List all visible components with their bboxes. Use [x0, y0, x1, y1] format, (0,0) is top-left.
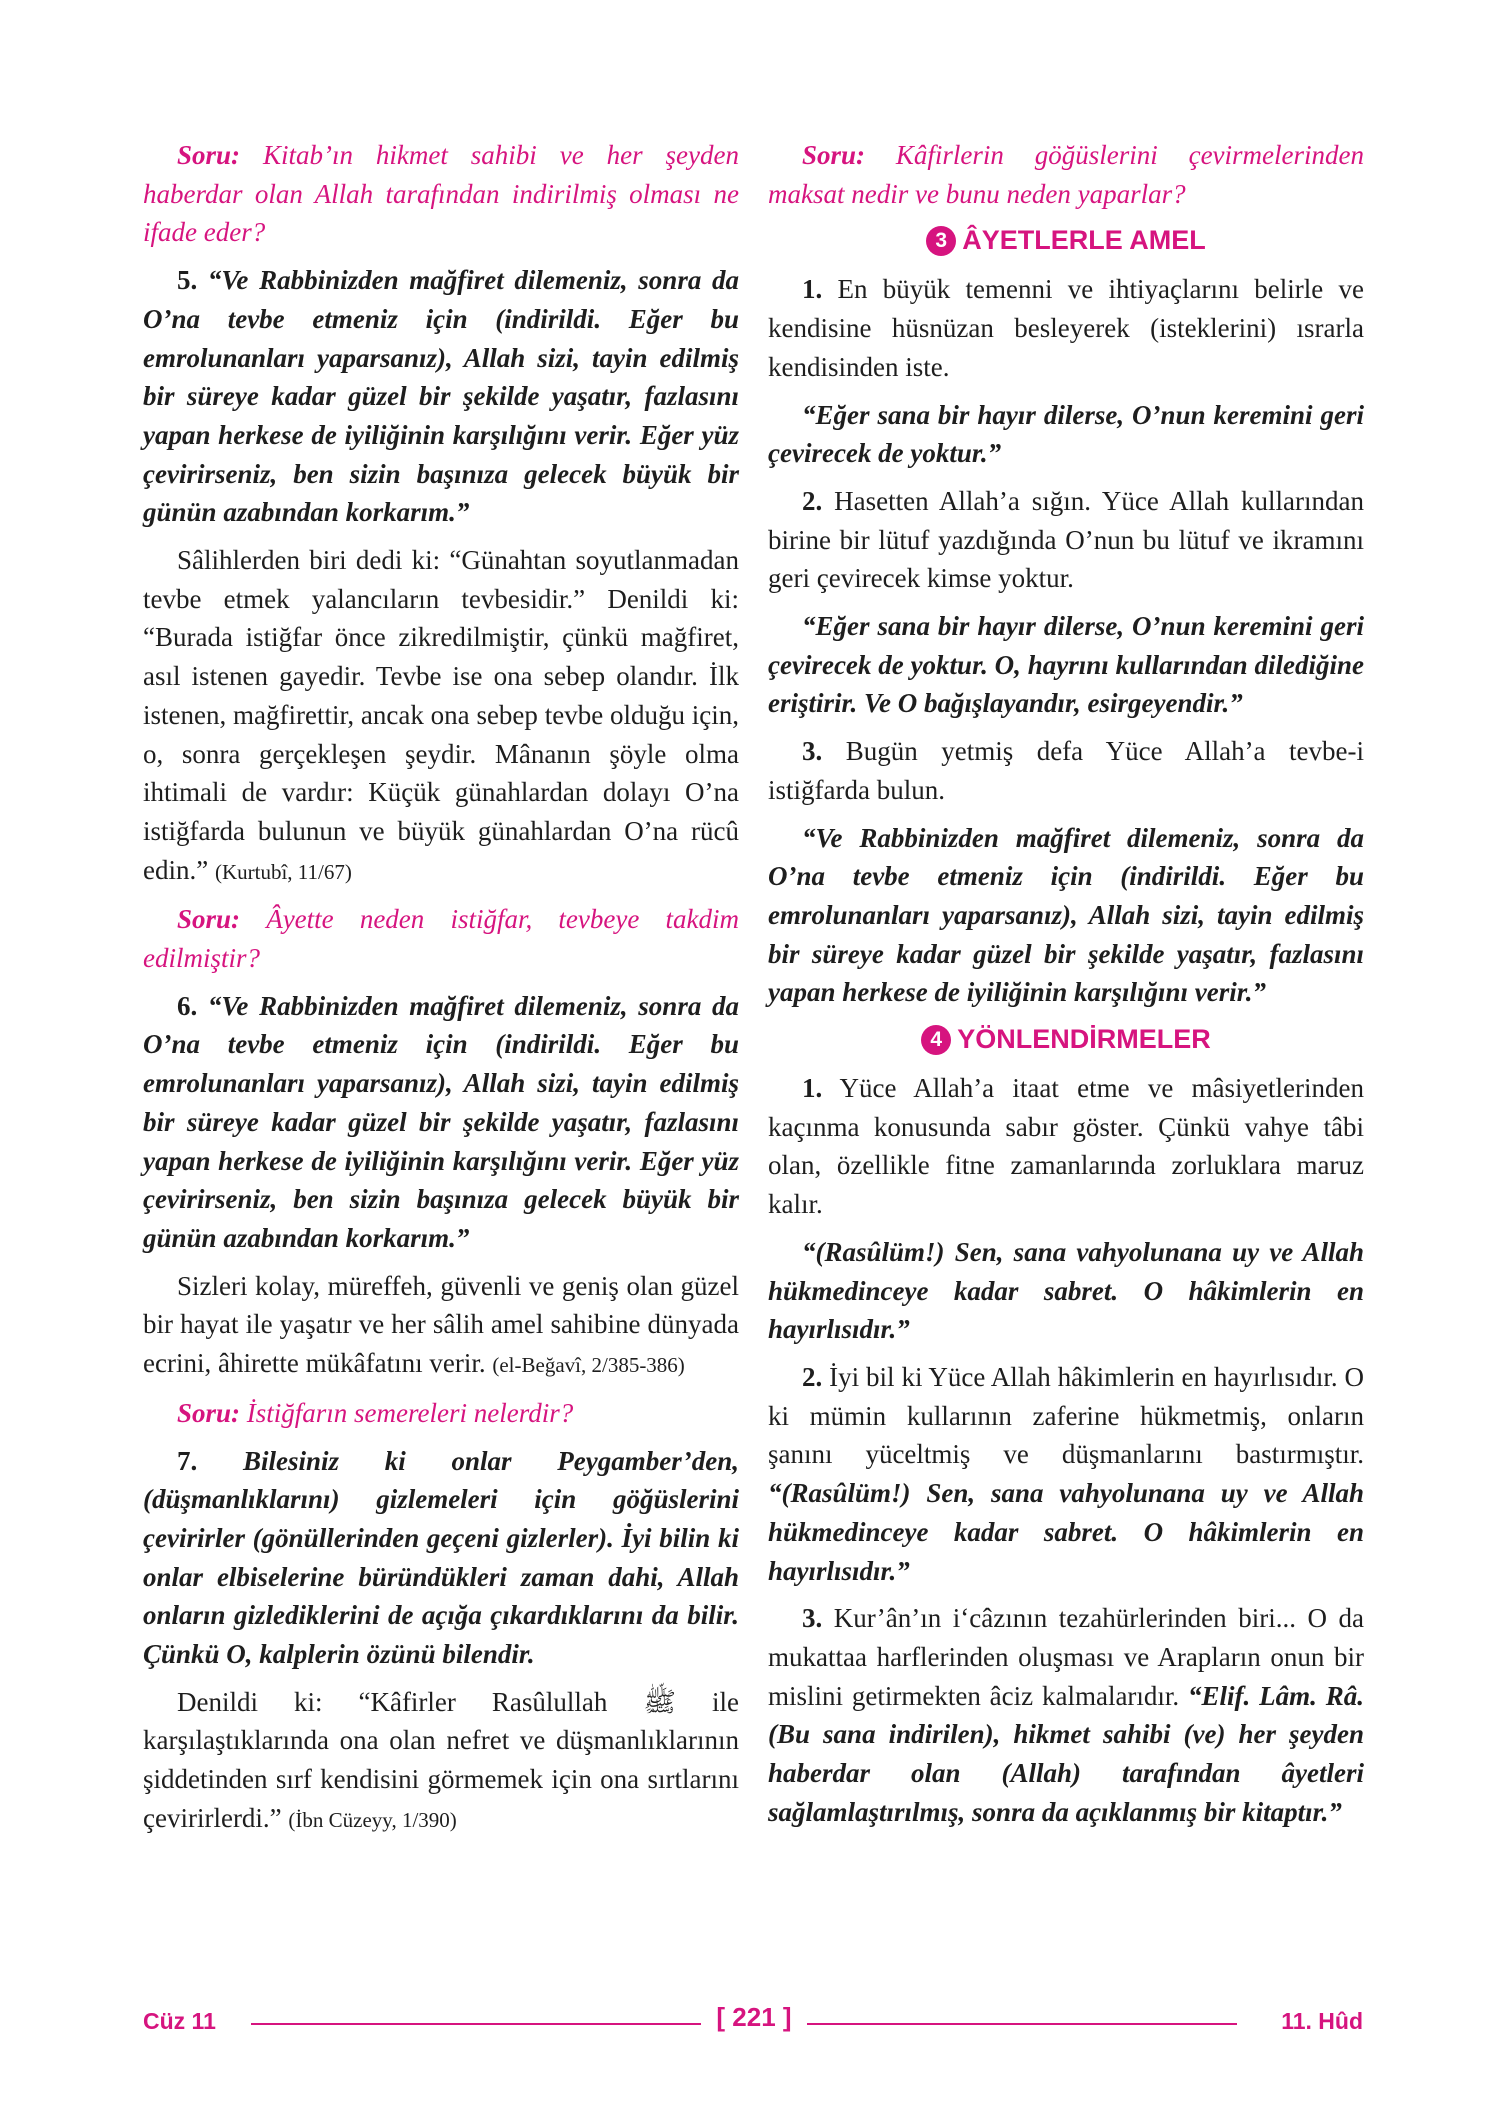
verse-number: 5. — [177, 265, 198, 296]
section-title: ÂYETLERLE AMEL — [962, 225, 1206, 256]
left-column — [143, 136, 739, 1849]
question-text: Kitab’ın hikmet sahibi ve her şeyden haberdar olan Allah tarafından indirilmiş olması ne ifade eder? — [143, 140, 739, 248]
verse-text: Bilesiniz ki onlar Peygamber’den, (düşmanlıklarını) gizlemeleri için göğüslerini çevirirler (gönüllerinden geçeni gizlerler). İyi bilin ki onlar elbiselerine büründükleri zaman dahi, Allah onların gizlediklerini de açığa çıkardıklarını da bilir. Çünkü O, kalplerin özünü bilendir. — [143, 1445, 739, 1670]
footer-rule-right — [807, 2023, 1237, 2025]
section-heading-ayetlerle-amel — [768, 222, 1364, 258]
item-number: 2. — [802, 1361, 823, 1392]
question-label: Soru: — [177, 140, 241, 170]
item-text: Hasetten Allah’a sığın. Yüce Allah kullarından birine bir lütuf yazdığında O’nun bu lütuf ve ikramını geri çevirecek kimse yoktur. — [768, 485, 1364, 594]
question-text: Kâfirlerin göğüslerini çevirmelerinden maksat nedir ve bunu neden yaparlar? — [768, 140, 1364, 209]
item-quote: “(Rasûlüm!) Sen, sana vahyolunana uy ve Allah hükmedinceye kadar sabret. O hâkimlerin en hayırlısıdır.” — [768, 1478, 1364, 1586]
question-2 — [143, 900, 739, 977]
section-title: YÖNLENDİRMELER — [957, 1024, 1211, 1055]
item-number: 2. — [802, 485, 823, 516]
question-label: Soru: — [802, 140, 866, 170]
item-number: 1. — [802, 1073, 823, 1104]
section-number-badge: 4 — [921, 1025, 951, 1055]
verse-7 — [143, 1442, 739, 1674]
guidance-item-3 — [768, 1599, 1364, 1831]
source-reference: (İbn Cüzeyy, 1/390) — [288, 1807, 457, 1832]
item-text: En büyük temenni ve ihtiyaçlarını belirle ve kendisine hüsnüzan besleyerek (isteklerini) ısrarla kendisinden iste. — [768, 274, 1364, 382]
commentary-1 — [143, 541, 739, 891]
amel-quote-3: “Ve Rabbinizden mağfiret dilemeniz, sonra da O’na tevbe etmeniz için (indirildi. Eğer bu emrolunanları yaparsanız), Allah sizi, tayin edilmiş bir süreye kadar güzel bir şekilde yaşatır, fazlasını yapan herkese de iyiliğinin karşılığını verir.” — [768, 822, 1364, 1008]
verse-number: 7. — [177, 1445, 198, 1476]
question-text: İstiğfarın semereleri nelerdir? — [240, 1397, 574, 1428]
guidance-item-2 — [768, 1358, 1364, 1590]
page-number: [ 221 ] — [716, 2002, 792, 2032]
question-1 — [143, 136, 739, 252]
commentary-text: Denildi ki: “Kâfirler Rasûlullah ﷺ ile karşılaştıklarında ona olan nefret ve düşmanlıklarının şiddetinden sırf kendisini görmemek için ona sırtlarını çevirirlerdi.” — [143, 1686, 739, 1833]
verse-number: 6. — [177, 990, 198, 1021]
verse-text: “Ve Rabbinizden mağfiret dilemeniz, sonra da O’na tevbe etmeniz için (indirildi. Eğer bu emrolunanları yaparsanız), Allah sizi, tayin edilmiş bir süreye kadar güzel bir şekilde yaşatır, fazlasını yapan herkese de iyiliğinin karşılığını verir. Eğer yüz çevirirseniz, ben sizin başınıza gelecek büyük bir günün azabından korkarım.” — [143, 265, 739, 528]
verse-text: “Ve Rabbinizden mağfiret dilemeniz, sonra da O’na tevbe etmeniz için (indirildi. Eğer bu emrolunanları yaparsanız), Allah sizi, tayin edilmiş bir süreye kadar güzel bir şekilde yaşatır, fazlasını yapan herkese de iyiliğinin karşılığını verir. Eğer yüz çevirirseniz, ben sizin başınıza gelecek büyük bir günün azabından korkarım.” — [143, 990, 739, 1253]
verse-6 — [143, 987, 739, 1258]
section-number-badge: 3 — [926, 226, 956, 256]
page-footer — [143, 2002, 1363, 2042]
item-number: 1. — [802, 274, 823, 305]
amel-item-3 — [768, 732, 1364, 809]
question-label: Soru: — [177, 904, 241, 935]
item-text: Yüce Allah’a itaat etme ve mâsiyetlerinden kaçınma konusunda sabır göster. Çünkü vahye tâbi olan, özellikle fitne zamanlarında zorluklara maruz kalır. — [768, 1073, 1364, 1220]
amel-quote-2: “Eğer sana bir hayır dilerse, O’nun keremini geri çevirecek de yoktur. O, hayrını kullarından dilediğine eriştirir. Ve O bağışlayandır, esirgeyendir.” — [768, 611, 1364, 719]
source-reference: (el-Beğavî, 2/385-386) — [492, 1353, 685, 1378]
item-text: İyi bil ki Yüce Allah hâkimlerin en hayırlısıdır. O ki mümin kullarının zaferine hükmetmiş, onların şanını yüceltmiş ve düşmanlarını bastırmıştır. — [768, 1361, 1364, 1470]
question-3 — [143, 1394, 739, 1433]
footer-rule-left — [251, 2023, 701, 2025]
surah-label: 11. Hûd — [1281, 2008, 1363, 2034]
commentary-2 — [143, 1267, 739, 1385]
amel-item-2 — [768, 482, 1364, 598]
commentary-3 — [143, 1683, 739, 1840]
juz-label: Cüz 11 — [143, 2008, 216, 2034]
amel-item-1 — [768, 270, 1364, 386]
item-text: Bugün yetmiş defa Yüce Allah’a tevbe-i istiğfarda bulun. — [768, 736, 1364, 805]
guidance-quote-1: “(Rasûlüm!) Sen, sana vahyolunana uy ve Allah hükmedinceye kadar sabret. O hâkimlerin en hayırlısıdır.” — [768, 1236, 1364, 1345]
amel-quote-1: “Eğer sana bir hayır dilerse, O’nun keremini geri çevirecek de yoktur.” — [768, 399, 1364, 469]
item-text: Kur’ân’ın i‘câzının tezahürlerinden biri... O da mukattaa harflerinden oluşması ve Arapların onun bir mislini getirmekten âciz kalmalarıdır. — [768, 1603, 1364, 1711]
right-column — [768, 136, 1364, 1840]
question-4 — [768, 136, 1364, 213]
commentary-text: Sâlihlerden biri dedi ki: “Günahtan soyutlanmadan tevbe etmek yalancıların tevbesidir.” Denildi ki: “Burada istiğfar önce zikredilmiştir, çünkü mağfiret, asıl istenen gayedir. Tevbe ise ona sebep olandır. İlk istenen, mağfirettir, ancak ona sebep tevbe olduğu için, o, sonra gerçekleşen şeydir. Mânanın şöyle olma ihtimali de vardır: Küçük günahlardan dolayı O’na istiğfarda bulunun ve büyük günahlardan O’na rücû edin.” — [143, 545, 739, 885]
item-number: 3. — [802, 1603, 823, 1634]
question-label: Soru: — [177, 1397, 241, 1428]
item-number: 3. — [802, 736, 823, 767]
guidance-item-1 — [768, 1069, 1364, 1224]
question-text: Âyette neden istiğfar, tevbeye takdim edilmiştir? — [143, 904, 739, 974]
verse-5 — [143, 261, 739, 532]
section-heading-yonlendirmeler — [768, 1021, 1364, 1057]
commentary-text: Sizleri kolay, müreffeh, güvenli ve geniş olan güzel bir hayat ile yaşatır ve her sâlih amel sahibine dünyada ecrini, âhirette mükâfatını verir. — [143, 1270, 739, 1379]
item-quote: “Elif. Lâm. Râ. (Bu sana indirilen), hikmet sahibi (ve) her şeyden haberdar olan (Allah) tarafından âyetleri sağlamlaştırılmış, sonra da açıklanmış bir kitaptır.” — [768, 1680, 1364, 1827]
source-reference: (Kurtubî, 11/67) — [214, 859, 352, 884]
